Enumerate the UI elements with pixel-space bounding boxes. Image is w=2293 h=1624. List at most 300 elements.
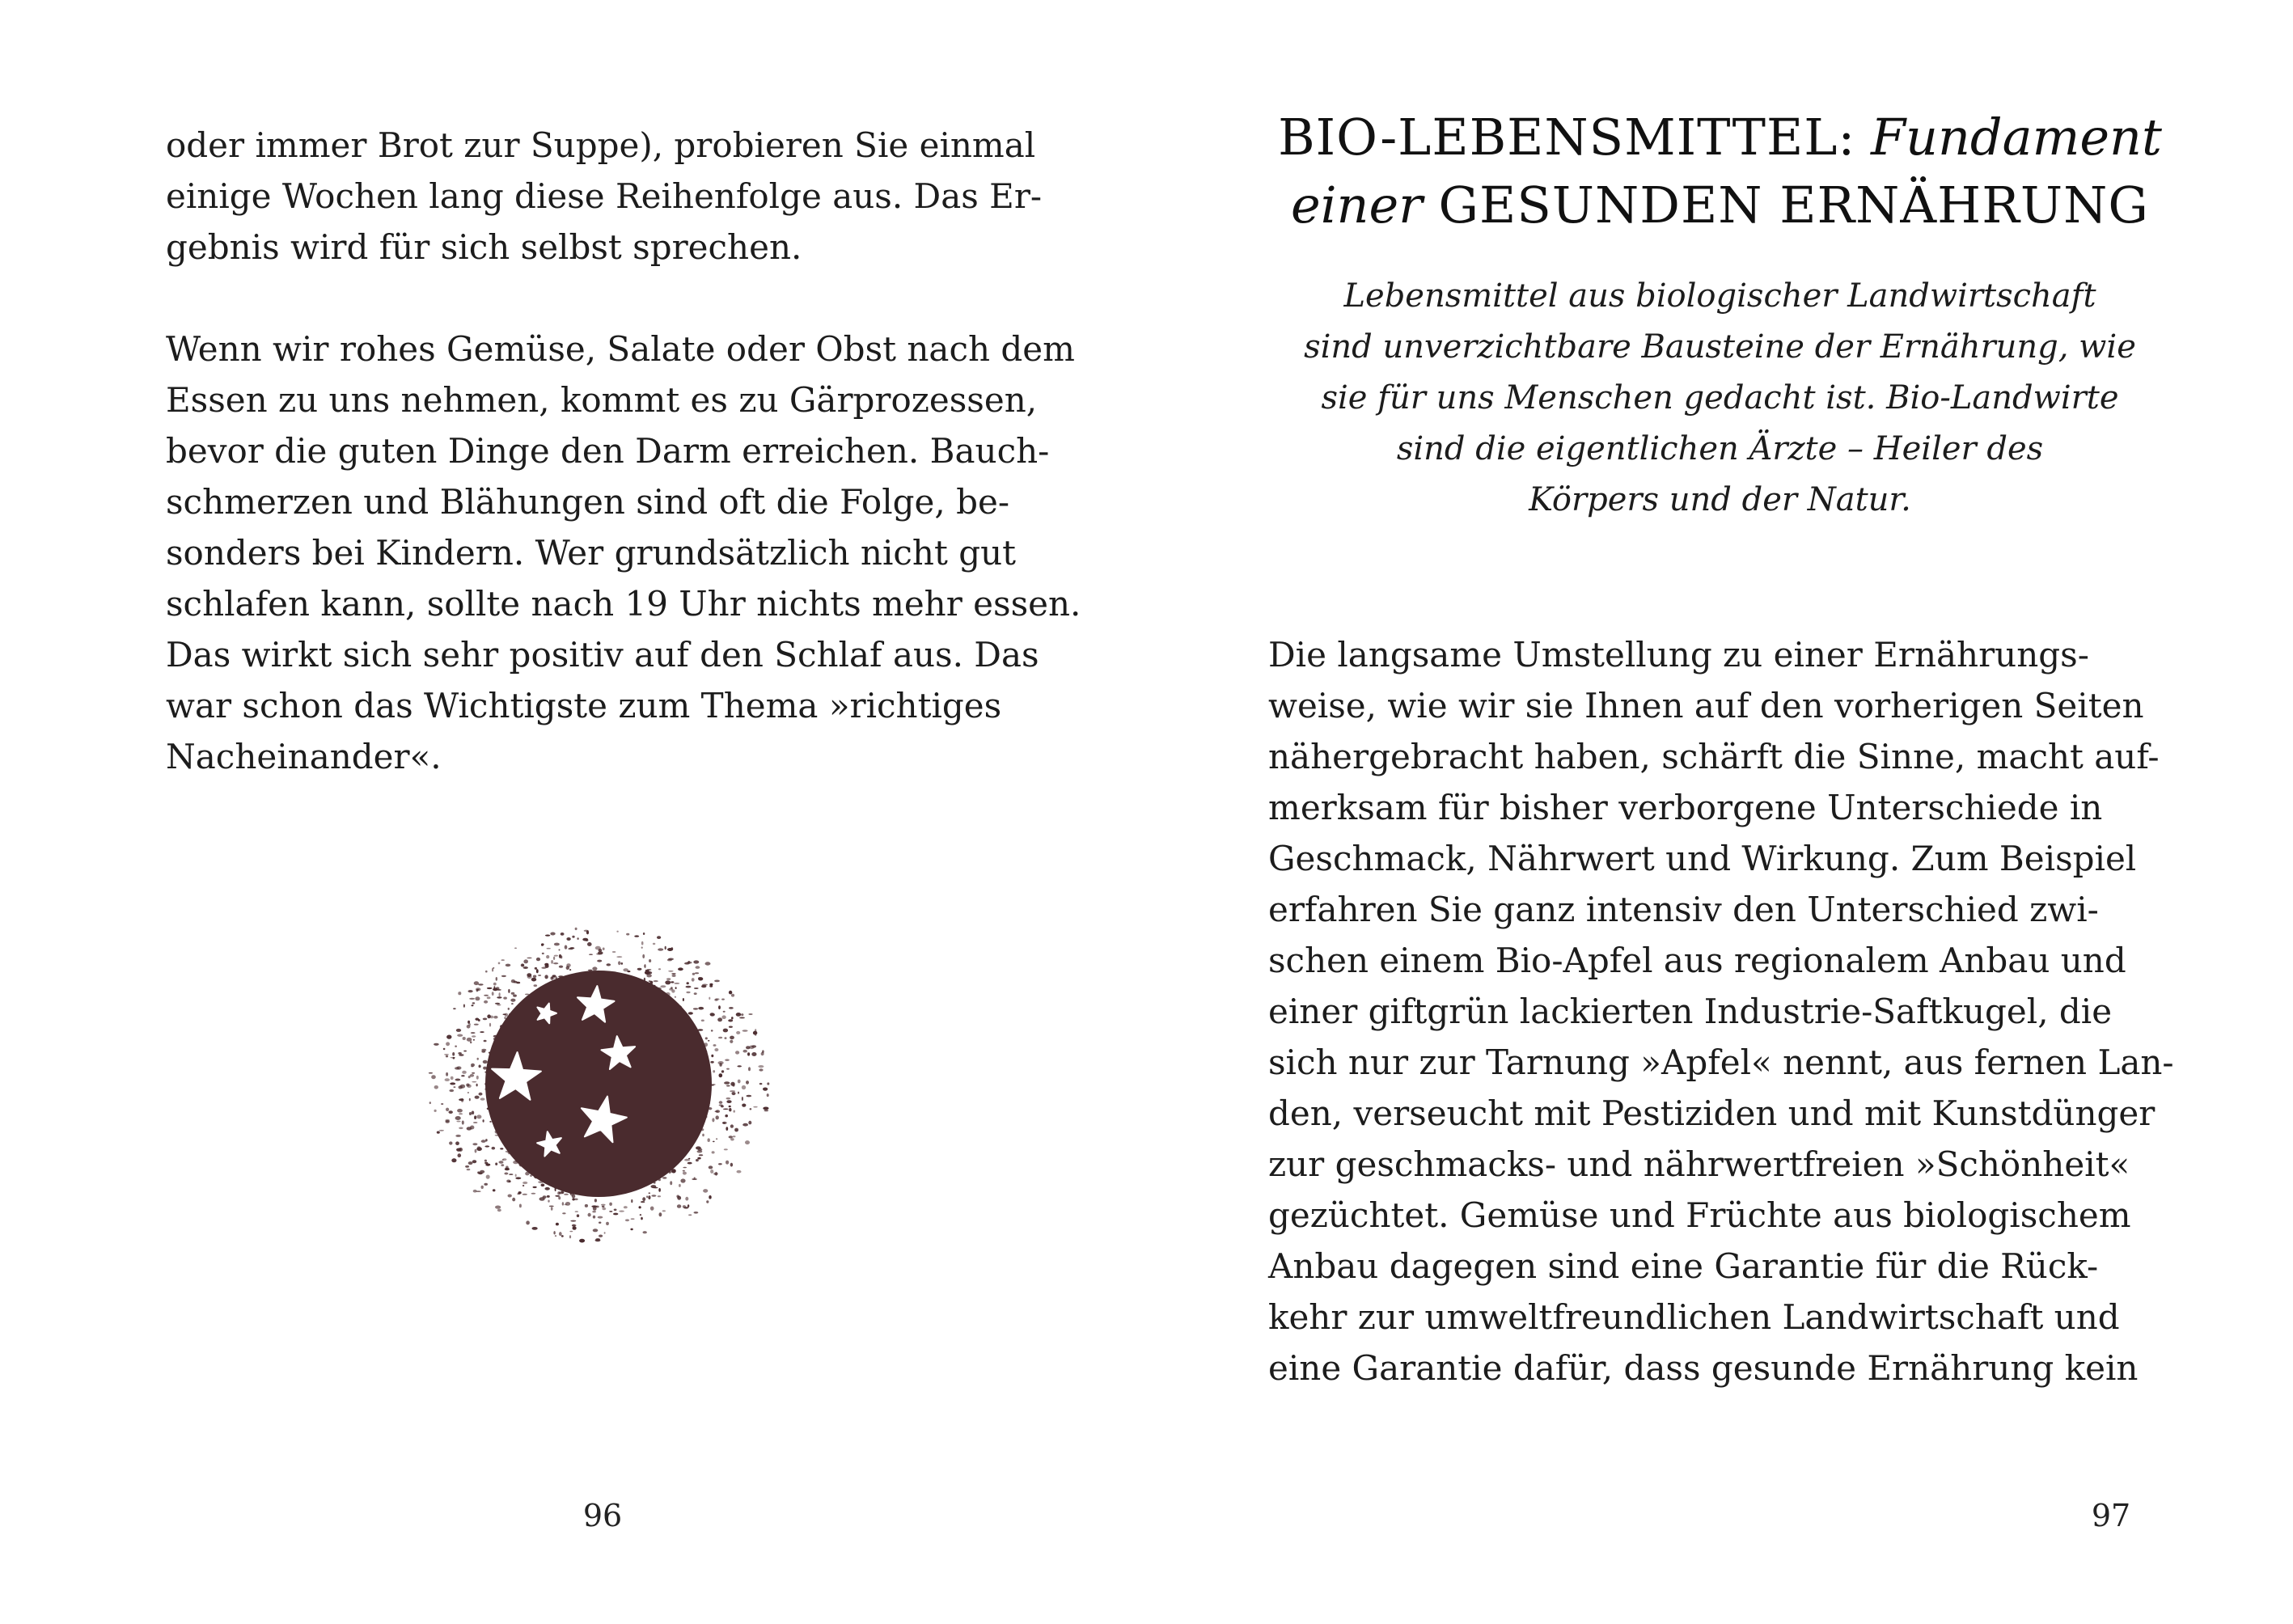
speckle [468, 1023, 471, 1026]
speckle [677, 1196, 681, 1200]
speckle [463, 1037, 466, 1040]
speckle [472, 1004, 474, 1006]
speckle [541, 943, 544, 945]
speckle [697, 1157, 700, 1160]
speckle [579, 1239, 585, 1243]
speckle [742, 1123, 748, 1127]
speckle [445, 1119, 450, 1122]
text-line: Die langsame Umstellung zu einer Ernährungs- [1268, 635, 2089, 675]
speckle [613, 1213, 618, 1216]
speckle [501, 975, 506, 977]
speckle [723, 1011, 726, 1013]
speckle [474, 981, 479, 985]
speckle [495, 1206, 501, 1209]
speckle [565, 1204, 568, 1206]
speckle [589, 954, 593, 955]
speckle [630, 1229, 632, 1231]
text-line: schen einem Bio-Apfel aus regionalem Anbau und [1268, 941, 2126, 980]
speckle [671, 987, 673, 989]
speckle [644, 965, 645, 968]
speckle [616, 931, 618, 933]
text-line: eine Garantie dafür, dass gesunde Ernährung kein [1268, 1348, 2139, 1388]
speckle [531, 1193, 536, 1195]
speckle [645, 970, 649, 971]
speckle [724, 1081, 730, 1085]
speckle [641, 941, 644, 945]
speckle [508, 1008, 510, 1010]
speckle [692, 1178, 697, 1180]
speckle [594, 1199, 597, 1202]
speckle [478, 1172, 483, 1174]
speckle [484, 1162, 488, 1164]
speckle [476, 1114, 481, 1119]
speckle [458, 1153, 462, 1157]
text-line: Nacheinander«. [166, 737, 442, 776]
speckle [696, 1159, 699, 1161]
speckle [558, 1196, 561, 1199]
speckle [514, 948, 517, 949]
speckle [637, 968, 642, 971]
speckle [671, 981, 674, 983]
speckle [471, 1032, 476, 1034]
speckle [479, 1065, 481, 1068]
speckle [753, 1031, 757, 1035]
speckle [714, 980, 720, 983]
speckle [668, 958, 674, 961]
speckle [569, 969, 571, 971]
speckle [598, 951, 603, 954]
speckle [593, 1229, 599, 1232]
speckle [474, 1024, 479, 1026]
speckle [553, 1231, 555, 1234]
speckle [536, 969, 539, 973]
heading-caps: BIO-LEBENSMITTEL [1278, 108, 1838, 167]
speckle [586, 930, 589, 934]
speckle [687, 1204, 689, 1207]
speckle [624, 1206, 628, 1208]
speckle [665, 946, 666, 949]
speckle [453, 1008, 456, 1009]
left-page [0, 0, 1146, 1624]
speckle [588, 1213, 591, 1217]
speckle [429, 1102, 431, 1104]
speckle [710, 1061, 713, 1064]
speckle [546, 955, 549, 958]
speckle [475, 1149, 477, 1153]
speckle [536, 958, 540, 961]
speckle [485, 971, 488, 973]
speckle [434, 1043, 439, 1046]
speckle [459, 1148, 463, 1152]
speckle [544, 963, 548, 966]
speckle [736, 1031, 740, 1034]
speckle [711, 1055, 713, 1057]
text-line: erfahren Sie ganz intensiv den Unterschied zwi- [1268, 890, 2099, 929]
speckle [714, 999, 717, 1001]
speckle [693, 960, 699, 963]
speckle [658, 1188, 661, 1192]
speckle [643, 1231, 647, 1233]
speckle [479, 1093, 483, 1096]
speckle [732, 1092, 736, 1095]
speckle [483, 1119, 484, 1123]
speckle [726, 1127, 728, 1131]
speckle [551, 976, 554, 979]
speckle [569, 947, 574, 949]
speckle [551, 1207, 553, 1211]
speckle [698, 1148, 703, 1151]
speckle [455, 1079, 461, 1081]
speckle [764, 1110, 769, 1111]
speckle [468, 990, 473, 992]
speckle [539, 1197, 545, 1201]
speckle [513, 995, 517, 997]
paragraph [1268, 629, 2174, 1394]
speckle [501, 1164, 504, 1166]
speckle [487, 996, 491, 999]
speckle [508, 989, 510, 993]
speckle [745, 1140, 750, 1144]
speckle [506, 1165, 509, 1169]
speckle [692, 973, 696, 975]
speckle [713, 1044, 717, 1047]
speckle [731, 994, 734, 997]
speckle [671, 947, 673, 950]
speckle [595, 1238, 600, 1240]
moon-and-stars-icon [396, 910, 817, 1250]
speckle [458, 1052, 462, 1055]
speckle [665, 980, 671, 984]
speckle [686, 992, 690, 993]
speckle [509, 1174, 513, 1175]
speckle [731, 1017, 734, 1019]
speckle [753, 1106, 757, 1108]
speckle [759, 1068, 763, 1071]
speckle [527, 975, 532, 979]
heading-italic: einer [1291, 176, 1423, 235]
speckle [716, 1115, 719, 1119]
speckle [668, 971, 673, 972]
speckle [612, 951, 616, 953]
speckle [542, 953, 544, 954]
speckle [737, 1170, 742, 1174]
speckle [484, 1145, 489, 1147]
speckle [559, 949, 561, 951]
text-line: bevor die guten Dinge den Darm erreichen. Bauch- [166, 431, 1050, 471]
speckle [489, 1023, 491, 1027]
speckle [601, 1204, 606, 1206]
speckle [621, 962, 624, 965]
speckle [726, 1085, 730, 1087]
speckle [742, 1030, 748, 1032]
speckle [463, 1051, 467, 1052]
speckle [431, 1075, 436, 1079]
speckle [467, 1169, 471, 1170]
speckle [538, 975, 541, 976]
speckle [725, 1114, 728, 1117]
speckle [670, 1181, 672, 1185]
heading-separator: : [1838, 108, 1855, 167]
speckle [523, 966, 528, 969]
speckle [651, 1195, 656, 1197]
speckle [499, 1161, 504, 1163]
speckle [677, 1204, 681, 1208]
speckle [627, 971, 630, 972]
speckle [604, 1232, 606, 1233]
speckle [729, 1026, 733, 1028]
speckle [466, 1084, 469, 1087]
speckle [742, 1097, 743, 1101]
speckle [684, 1159, 690, 1161]
speckle [683, 1205, 686, 1208]
speckle [449, 1141, 452, 1144]
text-line: gezüchtet. Gemüse und Früchte aus biologischem [1268, 1195, 2131, 1235]
speckle [698, 977, 700, 980]
heading-line [1147, 104, 2293, 171]
speckle [680, 1178, 685, 1182]
speckle [521, 963, 524, 966]
speckle [434, 1085, 438, 1089]
speckle [721, 1070, 724, 1072]
speckle [716, 1138, 717, 1140]
speckle [555, 1195, 560, 1197]
text-line: Lebensmittel aus biologischer Landwirtschaft [1343, 277, 2096, 315]
speckle [455, 1135, 461, 1137]
speckle [650, 1207, 654, 1211]
speckle [453, 1086, 455, 1088]
speckle [497, 989, 501, 991]
speckle [476, 1191, 480, 1192]
speckle [462, 1120, 464, 1124]
speckle [718, 1163, 722, 1165]
speckle [545, 1187, 550, 1191]
speckle [719, 1073, 723, 1077]
speckle [712, 1151, 715, 1153]
speckle [572, 936, 574, 938]
speckle [504, 1173, 508, 1175]
speckle [598, 1216, 603, 1219]
speckle [710, 1169, 713, 1174]
speckle [729, 1007, 734, 1009]
speckle [475, 1096, 480, 1099]
speckle [728, 1019, 733, 1021]
speckle [457, 1109, 463, 1113]
speckle [708, 1138, 710, 1142]
speckle [741, 1013, 743, 1016]
speckle [556, 1223, 559, 1226]
speckle [715, 1110, 719, 1112]
speckle [559, 1191, 565, 1194]
speckle [484, 1040, 487, 1042]
speckle [455, 1067, 459, 1069]
speckle [455, 1141, 459, 1145]
speckle [602, 1206, 605, 1207]
speckle [511, 979, 515, 983]
speckle [718, 1037, 722, 1038]
text-line: Körpers und der Natur. [1529, 481, 1911, 518]
speckle [445, 1078, 450, 1081]
speckle [564, 1194, 569, 1195]
speckle [687, 982, 689, 984]
speckle [730, 1036, 734, 1040]
speckle [692, 978, 695, 982]
speckle [721, 1105, 724, 1107]
speckle [487, 988, 493, 989]
speckle [683, 1167, 687, 1169]
speckle [476, 1076, 479, 1080]
speckle [548, 1200, 549, 1203]
speckle [545, 935, 550, 937]
speckle [472, 1143, 477, 1145]
speckle [660, 985, 666, 988]
speckle [606, 1222, 609, 1225]
speckle [619, 1211, 624, 1212]
speckle [480, 1031, 484, 1033]
speckle [533, 975, 536, 978]
speckle [730, 1082, 734, 1086]
speckle [565, 945, 568, 949]
speckle [475, 996, 480, 1000]
speckle [497, 996, 501, 998]
speckle [481, 1140, 486, 1143]
speckle [657, 936, 661, 939]
speckle [562, 1212, 565, 1214]
speckle [515, 1174, 517, 1178]
speckle [658, 948, 663, 950]
speckle [493, 1189, 496, 1191]
speckle [456, 1029, 461, 1032]
speckle [729, 1136, 733, 1138]
speckle [708, 1040, 709, 1042]
speckle [450, 1082, 455, 1085]
speckle [553, 957, 555, 960]
speckle [475, 1018, 479, 1021]
speckle [472, 1002, 476, 1004]
speckle [572, 1224, 577, 1226]
speckle [469, 1098, 471, 1102]
speckle [693, 1008, 698, 1009]
speckle [674, 983, 679, 984]
speckle [472, 1035, 476, 1038]
speckle [643, 933, 645, 935]
speckle [469, 1112, 472, 1115]
speckle [461, 1075, 464, 1076]
speckle [554, 943, 560, 946]
speckle [467, 1092, 469, 1093]
text-line: schlafen kann, sollte nach 19 Uhr nichts mehr essen. [166, 584, 1081, 624]
speckle [748, 1067, 751, 1071]
speckle [449, 1089, 454, 1092]
speckle [718, 1005, 721, 1009]
speckle [713, 1141, 715, 1143]
speckle [688, 1012, 693, 1014]
speckle [679, 1184, 681, 1187]
speckle [729, 1106, 731, 1108]
speckle [547, 1195, 550, 1198]
speckle [683, 1170, 685, 1172]
speckle [618, 961, 620, 965]
speckle [439, 1130, 444, 1131]
speckle [592, 966, 597, 971]
speckle [717, 1017, 722, 1021]
paragraph [166, 120, 1042, 273]
speckle [714, 1048, 718, 1051]
speckle [465, 1165, 469, 1168]
speckle [726, 1100, 731, 1103]
paragraph [166, 324, 1081, 782]
speckle [506, 964, 511, 967]
speckle [719, 1063, 721, 1067]
speckle [736, 1013, 742, 1017]
speckle [585, 1204, 588, 1207]
speckle [631, 1199, 632, 1203]
speckle [586, 939, 589, 941]
speckle [481, 1049, 486, 1051]
speckle [678, 967, 683, 971]
speckle [441, 1103, 443, 1105]
speckle [549, 1206, 554, 1207]
speckle [662, 1210, 666, 1212]
speckle [463, 1004, 465, 1008]
text-line: Das wirkt sich sehr positiv auf den Schlaf aus. Das [166, 635, 1039, 675]
speckle [434, 1110, 437, 1112]
speckle [726, 1097, 731, 1100]
text-line: nähergebracht haben, schärft die Sinne, macht auf- [1268, 737, 2160, 776]
speckle [742, 1104, 746, 1107]
speckle [544, 975, 548, 979]
speckle [459, 1085, 463, 1089]
speckle [469, 998, 475, 1000]
speckle [471, 1066, 473, 1068]
text-line: gebnis wird für sich selbst sprechen. [166, 227, 802, 267]
speckle [639, 1206, 641, 1208]
speckle [743, 1050, 747, 1053]
text-line: sind die eigentlichen Ärzte – Heiler des [1396, 430, 2044, 467]
speckle [457, 1034, 463, 1037]
speckle [526, 1220, 530, 1224]
speckle [561, 933, 565, 936]
speckle [595, 946, 601, 950]
speckle [659, 1212, 662, 1216]
speckle [472, 1160, 476, 1163]
speckle [653, 1187, 658, 1189]
text-line: weise, wie wir sie Ihnen auf den vorherigen Seiten [1268, 686, 2144, 725]
speckle [603, 948, 605, 950]
speckle [474, 1115, 476, 1119]
speckle [713, 1070, 715, 1072]
speckle [511, 992, 515, 995]
speckle [496, 977, 497, 981]
speckle [547, 948, 551, 949]
speckle [444, 1054, 449, 1055]
speckle [709, 1195, 711, 1199]
speckle [709, 985, 713, 988]
speckle [476, 988, 480, 991]
speckle [640, 1214, 641, 1216]
speckle [694, 988, 699, 989]
speckle [458, 992, 461, 995]
speckle [737, 1065, 742, 1067]
speckle [666, 978, 671, 979]
speckle [683, 998, 684, 1001]
speckle [599, 1222, 601, 1224]
speckle [734, 1128, 738, 1132]
speckle [738, 1092, 739, 1094]
speckle [592, 1211, 596, 1212]
speckle [487, 1014, 491, 1018]
speckle [748, 1013, 752, 1015]
speckle [446, 1042, 450, 1046]
